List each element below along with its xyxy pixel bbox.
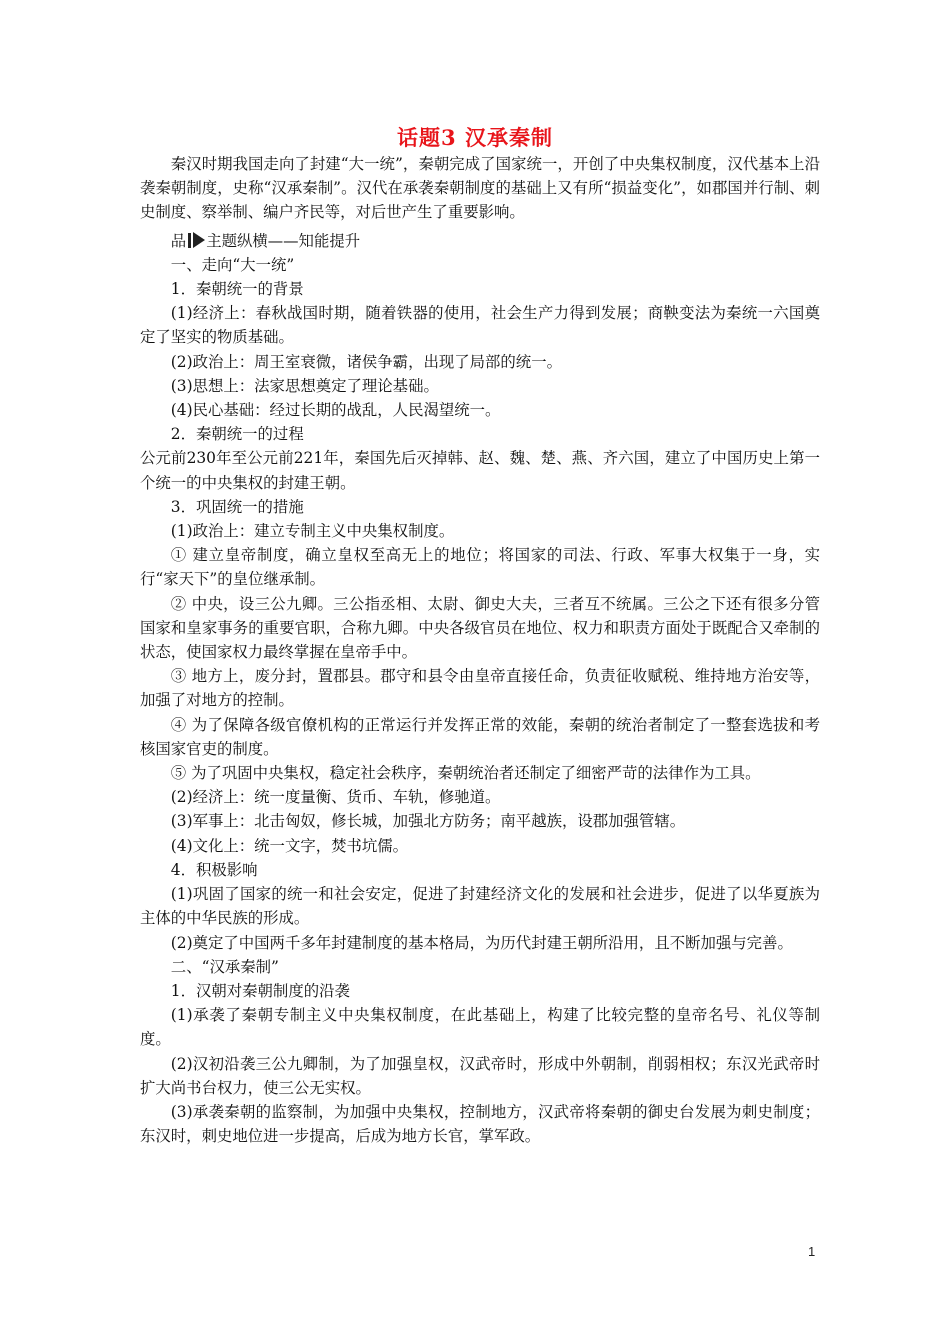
paragraph: (3)军事上：北击匈奴，修长城，加强北方防务；南平越族，设郡加强管辖。	[170, 812, 686, 831]
page-number: 1	[808, 1244, 816, 1259]
paragraph: (4)民心基础：经过长期的战乱，人民渴望统一。	[170, 401, 501, 420]
paragraph: 公元前230年至公元前221年，秦国先后灭掉韩、赵、魏、楚、燕、齐六国，建立了中国历史上第一个统一的中央集权的封建王朝。	[140, 449, 820, 492]
intro-paragraph: 秦汉时期我国走向了封建“大一统”，秦朝完成了国家统一，开创了中央集权制度，汉代基本上沿袭秦朝制度，史称“汉承秦制”。汉代在承袭秦朝制度的基础上又有所“损益变化”，如郡国并行制、刺史制度、察举制、编户齐民等，对后世产生了重要影响。	[140, 155, 820, 222]
paragraph: ③ 地方上，废分封，置郡县。郡守和县令由皇帝直接任命，负责征收赋税、维持地方治安等，加强了对地方的控制。	[140, 667, 820, 710]
page-title: 话题3 汉承秦制	[397, 125, 553, 150]
section-marker-prefix: 品	[170, 231, 187, 250]
paragraph: (1)承袭了秦朝专制主义中央集权制度，在此基础上，构建了比较完整的皇帝名号、礼仪等制度。	[140, 1006, 820, 1049]
paragraph: (1)巩固了国家的统一和社会安定，促进了封建经济文化的发展和社会进步，促进了以华夏族为主体的中华民族的形成。	[140, 885, 820, 928]
paragraph: 3．巩固统一的措施	[170, 497, 304, 516]
document-body	[140, 152, 820, 1148]
paragraph: (4)文化上：统一文字，焚书坑儒。	[170, 836, 409, 855]
play-arrow-icon	[193, 232, 205, 248]
paragraph: 1．汉朝对秦朝制度的沿袭	[170, 981, 350, 1000]
paragraph: 1．秦朝统一的背景	[170, 280, 304, 299]
paragraph: (2)汉初沿袭三公九卿制，为了加强皇权，汉武帝时，形成中外朝制，削弱相权；东汉光武帝时扩大尚书台权力，使三公无实权。	[140, 1054, 820, 1097]
bar-icon	[188, 233, 191, 248]
paragraph: 一、走向“大一统”	[170, 255, 295, 274]
paragraph: 二、“汉承秦制”	[170, 957, 279, 976]
paragraph-list	[140, 253, 820, 1149]
paragraph: 4．积极影响	[170, 860, 258, 879]
paragraph: ② 中央，设三公九卿。三公指丞相、太尉、御史大夫，三者互不统属。三公之下还有很多分管国家和皇家事务的重要官职，合称九卿。中央各级官员在地位、权力和职责方面处于既配合又牵制的状态，使国家权力最终掌握在皇帝手中。	[140, 594, 820, 662]
paragraph: (1)经济上：春秋战国时期，随着铁器的使用，社会生产力得到发展；商鞅变法为秦统一六国奠定了坚实的物质基础。	[140, 304, 820, 347]
paragraph: (3)思想上：法家思想奠定了理论基础。	[170, 376, 439, 395]
paragraph: ④ 为了保障各级官僚机构的正常运行并发挥正常的效能，秦朝的统治者制定了一整套选拔和考核国家官吏的制度。	[140, 715, 820, 758]
paragraph: (1)政治上：建立专制主义中央集权制度。	[170, 522, 455, 541]
section-marker	[140, 229, 820, 253]
paragraph: (2)政治上：周王室衰微，诸侯争霸，出现了局部的统一。	[170, 352, 562, 371]
paragraph: (2)经济上：统一度量衡、货币、车轨，修驰道。	[170, 788, 501, 807]
paragraph: ⑤ 为了巩固中央集权，稳定社会秩序，秦朝统治者还制定了细密严苛的法律作为工具。	[170, 764, 761, 783]
paragraph: ① 建立皇帝制度，确立皇权至高无上的地位；将国家的司法、行政、军事大权集于一身，实行“家天下”的皇位继承制。	[140, 546, 820, 589]
paragraph: (2)奠定了中国两千多年封建制度的基本格局，为历代封建王朝所沿用，且不断加强与完善。	[170, 933, 793, 952]
section-marker-label: 主题纵横——知能提升	[206, 231, 361, 250]
paragraph: (3)承袭秦朝的监察制，为加强中央集权，控制地方，汉武帝将秦朝的御史台发展为刺史制度；东汉时，刺史地位进一步提高，后成为地方长官，掌军政。	[140, 1102, 820, 1146]
paragraph: 2．秦朝统一的过程	[170, 425, 304, 444]
